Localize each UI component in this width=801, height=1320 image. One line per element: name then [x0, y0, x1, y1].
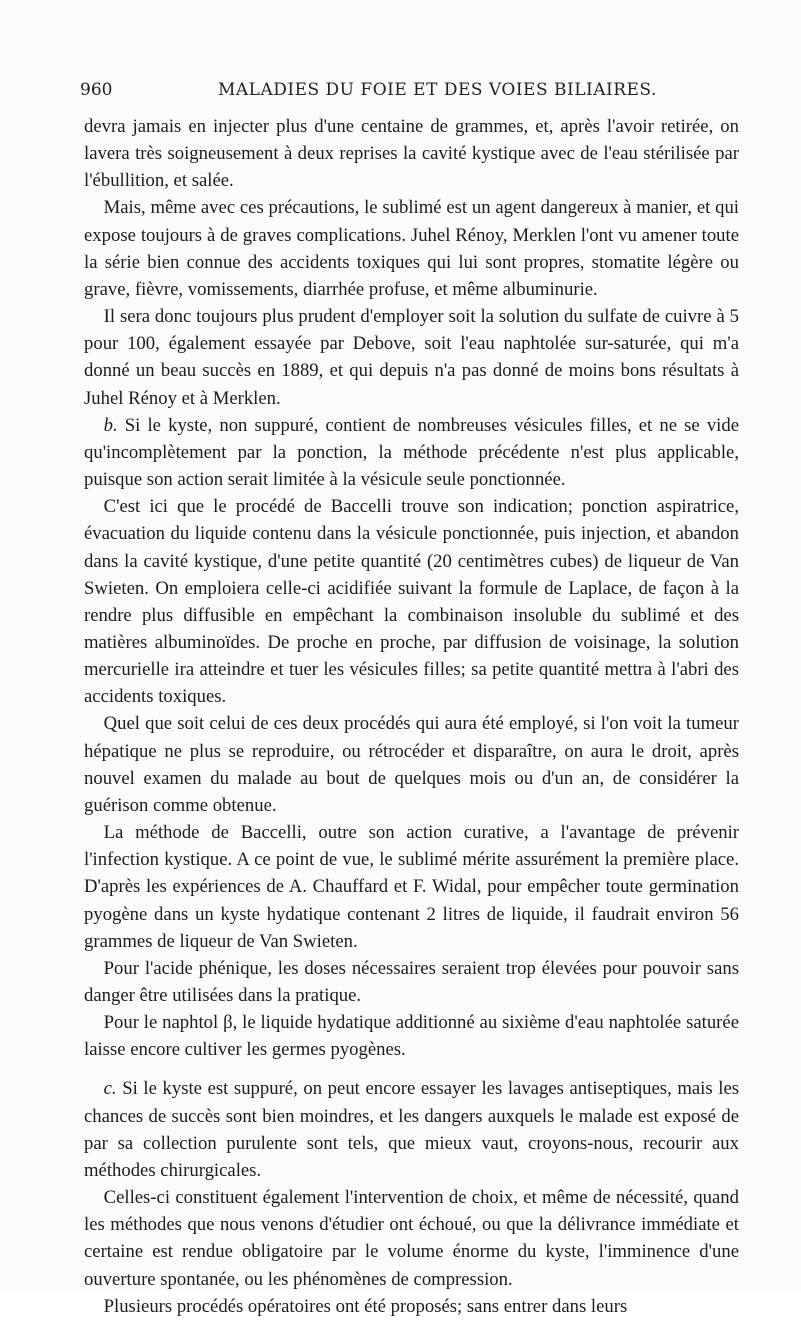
- paragraph: Quel que soit celui de ces deux procédés qui aura été employé, si l'on voit la tumeur hépatique ne plus se reproduire, ou rétrocéder et disparaître, on aura le droit, après nouvel examen du malade au bout de quelques mois ou d'un an, de considérer la guérison comme obtenue.: [84, 713, 739, 816]
- section-marker: c.: [103, 1078, 117, 1100]
- running-title: MALADIES DU FOIE ET DES VOIES BILIAIRES.: [218, 80, 657, 100]
- body-text: [84, 113, 739, 1320]
- paragraph: La méthode de Baccelli, outre son action curative, a l'avantage de prévenir l'infection kystique. A ce point de vue, le sublimé mérite assurément la première place. D'après les expériences de A. Chauffard et F. Widal, pour empêcher toute germination pyogène dans un kyste hydatique contenant 2 litres de liquide, il faudrait environ 56 grammes de liqueur de Van Swieten.: [84, 822, 739, 952]
- paragraph: devra jamais en injecter plus d'une centaine de grammes, et, après l'avoir retirée, on lavera très soigneusement à deux reprises la cavité kystique avec de l'eau stérilisée par l'ébullition, et salée.: [84, 116, 739, 192]
- paragraph: Pour l'acide phénique, les doses nécessaires seraient trop élevées pour pouvoir sans danger être utilisées dans la pratique.: [84, 957, 739, 1006]
- paragraph: Celles-ci constituent également l'intervention de choix, et même de nécessité, quand les méthodes que nous venons d'étudier ont échoué, ou que la délivrance immédiate et certaine est rendue obligatoire par le volume énorme du kyste, l'imminence d'une ouverture spontanée, ou les phénomènes de compression.: [84, 1187, 739, 1290]
- paragraph: Il sera donc toujours plus prudent d'employer soit la solution du sulfate de cuivre à 5 pour 100, également essayée par Debove, soit l'eau naphtolée sur-saturée, qui m'a donné un beau succès en 1889, et qui depuis n'a pas donné de moins bons résultats à Juhel Rénoy et à Merklen.: [84, 306, 739, 409]
- paragraph: Pour le naphtol β, le liquide hydatique additionné au sixième d'eau naphtolée saturée laisse encore cultiver les germes pyogènes.: [84, 1012, 739, 1061]
- section-marker: b.: [103, 414, 118, 436]
- paragraph: C'est ici que le procédé de Baccelli trouve son indication; ponction aspiratrice, évacuation du liquide contenu dans la vésicule ponctionnée, puis injection, et abandon dans la cavité kystique, d'une petite quantité (20 centimètres cubes) de liqueur de Van Swieten. On emploiera celle-ci acidifiée suivant la formule de Laplace, de façon à la rendre plus diffusible en empêchant la combinaison insoluble du sublimé et des matières albuminoïdes. De proche en proche, par diffusion de voisinage, la solution mercurielle ira atteindre et tuer les vésicules filles; sa petite quantité mettra à l'abri des accidents toxiques.: [84, 496, 739, 708]
- paragraph: Plusieurs procédés opératoires ont été proposés; sans entrer dans leurs: [103, 1295, 628, 1317]
- paragraph: Mais, même avec ces précautions, le sublimé est un agent dangereux à manier, et qui expose toujours à de graves complications. Juhel Rénoy, Merklen l'ont vu amener toute la série bien connue des accidents toxiques qui lui sont propres, stomatite légère ou grave, fièvre, vomissements, diarrhée profuse, et même albuminurie.: [84, 197, 739, 300]
- page-header: [80, 80, 740, 106]
- page-number: 960: [80, 80, 113, 100]
- paragraph: c. Si le kyste est suppuré, on peut encore essayer les lavages antiseptiques, mais les chances de succès sont bien moindres, et les dangers auxquels le malade est exposé de par sa collection purulente sont tels, que mieux vaut, croyons-nous, recourir aux méthodes chirurgicales.: [84, 1078, 740, 1181]
- paragraph: b. Si le kyste, non suppuré, contient de nombreuses vésicules filles, et ne se vide qu'incomplètement par la ponction, la méthode précédente n'est plus applicable, puisque son action serait limitée à la vésicule seule ponctionnée.: [84, 414, 740, 491]
